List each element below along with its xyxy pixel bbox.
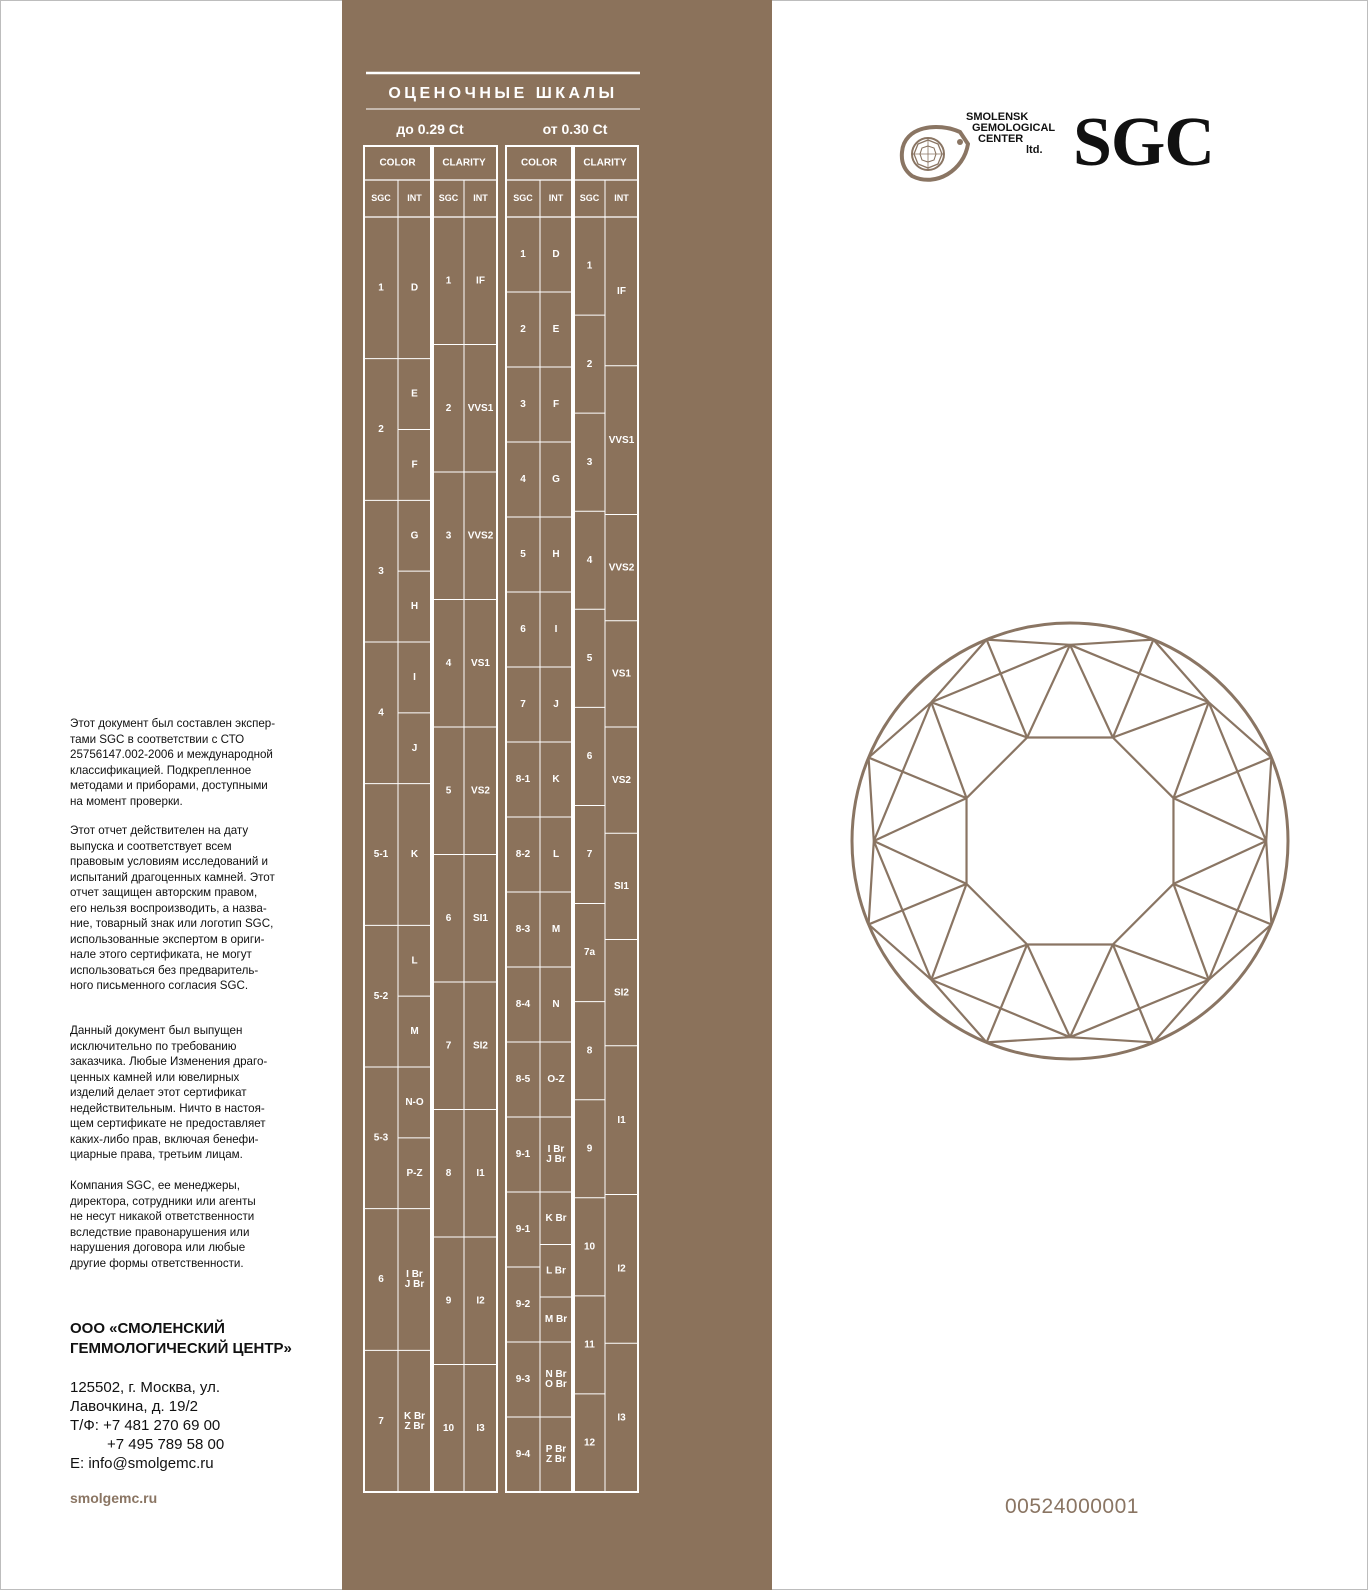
diamond-facet-line [869, 924, 932, 979]
small-scale-cell: 2 [445, 402, 452, 414]
diamond-facet-line [1173, 884, 1271, 925]
large-scale-cell: VVS2 [608, 562, 635, 574]
scales-tables [364, 146, 638, 1492]
large-scale-cell: Z Br [546, 1454, 566, 1466]
disclaimer-paragraph-2: Этот отчет действителен на дату выпуска и соответствует всем правовым условиям исследований и испытаний драгоценных камней. Этот отчет защищен авторским правом, его нельзя воспроизводить, а назва- ние, товарный знак или логотип SGC, использованные экспертом в ориги- нале этого сертификата, не могут использоваться без предваритель- ного письменного согласия SGC. [70, 824, 275, 992]
small-scale-cell: 4 [378, 707, 384, 719]
grading-scales [342, 0, 772, 1590]
logo-gem-icon [898, 114, 970, 190]
diamond-facet-line [987, 1037, 1070, 1042]
left-column [0, 0, 342, 1590]
small-scale-cell: 8 [445, 1167, 452, 1179]
diamond-facet-line [931, 702, 966, 798]
small-scale-cell: 10 [442, 1422, 455, 1434]
diamond-facet-line [1173, 702, 1208, 798]
diamond-facet-line [1153, 640, 1208, 703]
large-scale-cell: G [552, 474, 560, 486]
small-scale-cell: D [410, 282, 419, 294]
small-scale-cell: SI1 [472, 912, 489, 924]
phone-1: Т/Ф: +7 481 270 69 00 [70, 1417, 221, 1434]
small-scale-cell: I1 [476, 1167, 485, 1179]
large-scale-cell: I [554, 624, 558, 636]
disclaimer-paragraph-3: Данный документ был выпущен исключительно по требованию заказчика. Любые Изменения драго- ценных камней или ювелирных изделий делает этот сертификат недействительным. Ничто в настоя- щем сертификате не предоставляет каких-либо прав, включая бенефи- циарные права, третьим лицам. [70, 1024, 268, 1161]
large-scale-cell: I3 [617, 1412, 626, 1424]
small-scale-cell: M [410, 1026, 419, 1038]
small-scale-clarity-box [433, 146, 497, 1492]
large-scale-cell: 11 [584, 1339, 595, 1351]
diamond-facet-line [1113, 702, 1209, 737]
diamond-facet-line [1173, 884, 1208, 980]
large-scale-cell: VS2 [612, 774, 631, 786]
large-scale-cell: P Br [545, 1444, 567, 1456]
large-scale-cell: VVS1 [608, 434, 635, 446]
small-scale-cell: 3 [445, 530, 452, 542]
large-scale-clarity-box [574, 146, 638, 1492]
large-scale-cell: O-Z [547, 1074, 565, 1086]
large-scale-subheader: SGC [513, 192, 533, 203]
certificate-title: СЕРТИФИКАТ СООТВЕТСТВИЯ БРИЛЛИАНТА [1055, 422, 1086, 1168]
diamond-facet-line [869, 702, 932, 757]
diamond-facet-line [1266, 841, 1271, 924]
diamond-facet-line [1266, 758, 1271, 841]
scales-title: ОЦЕНОЧНЫЕ ШКАЛЫ [388, 85, 618, 102]
large-scale-cell: I Br [547, 1144, 565, 1156]
large-scale-cell: 8-2 [515, 849, 531, 861]
small-scale-cell: 4 [445, 657, 452, 669]
address-line-2: Лавочкина, д. 19/2 [70, 1398, 198, 1415]
small-scale-cell: I2 [476, 1295, 485, 1307]
small-scale-cell: F [411, 459, 418, 471]
disclaimer-paragraph-1: Этот документ был составлен экспер- тами SGC в соответствии с СТО 25756147.002-2006 и международной классификацией. Подкрепленное методами и приборами, доступными на момент проверки. [70, 717, 276, 808]
logo-line-ltd: ltd. [1026, 144, 1043, 156]
diamond-facet-line [987, 640, 1070, 645]
diamond-facet-line [987, 944, 1028, 1042]
small-scale-cell: VS2 [471, 785, 490, 797]
diamond-facet-line [931, 980, 986, 1043]
diamond-facet-line [1070, 1037, 1153, 1042]
small-scale-cell: G [410, 530, 419, 542]
large-scale-cell: I2 [617, 1263, 626, 1275]
small-scale-cell: 3 [378, 565, 384, 577]
serial-number: 00524000001 [1005, 1495, 1139, 1518]
large-scale-clarity-header: CLARITY [583, 157, 627, 169]
small-scale-subheader: SGC [438, 192, 459, 203]
phone-2: +7 495 789 58 00 [107, 1436, 225, 1453]
large-scale-cell: 4 [586, 554, 593, 566]
small-scale-cell: L [411, 955, 418, 967]
small-scale-subheader: INT [407, 192, 422, 203]
company-address [70, 1378, 330, 1473]
diamond-facet-line [931, 640, 986, 703]
small-scale-cell: 7 [378, 1415, 384, 1427]
large-scale-color-header: COLOR [520, 157, 558, 169]
small-scale-clarity-header: CLARITY [442, 157, 486, 169]
large-scale-cell: 10 [583, 1241, 596, 1253]
diamond-facet-line [1113, 944, 1209, 979]
large-scale-cell: 8-1 [515, 774, 531, 786]
large-scale-cell: 8-5 [515, 1074, 531, 1086]
large-scale-cell: 3 [586, 456, 593, 468]
small-scale-cell: K [410, 849, 419, 861]
large-scale-cell: H [552, 549, 560, 561]
large-scale-cell: 4 [520, 474, 526, 486]
email: E: info@smolgemc.ru [70, 1455, 214, 1472]
small-scale-cell: H [410, 601, 419, 613]
large-scale-cell: SI2 [613, 987, 630, 999]
small-scale-cell: VVS2 [467, 530, 494, 542]
small-scale-cell: 5 [445, 785, 452, 797]
small-scale-cell: 5-1 [373, 849, 389, 861]
logo-line-smolensk: SMOLENSK [966, 111, 1029, 123]
large-scale-cell: K [552, 774, 560, 786]
diamond-table [967, 738, 1174, 945]
small-scale-subheader: INT [473, 192, 488, 203]
small-scale-cell: 1 [445, 275, 452, 287]
large-scale-cell: 1 [586, 260, 593, 272]
large-scale-cell: 7 [586, 849, 593, 861]
brand-logo-text: SGC [1073, 104, 1214, 181]
small-scale-subheader: SGC [371, 192, 391, 203]
small-scale-cell: I [413, 672, 416, 684]
small-scale-cell: 9 [445, 1295, 452, 1307]
diamond-facet-line [987, 640, 1028, 738]
website-link[interactable]: smolgemc.ru [70, 1490, 158, 1506]
diamond-facet-line [869, 841, 874, 924]
diamond-facet-line [1209, 924, 1272, 979]
small-scale-cell: Z Br [404, 1420, 425, 1432]
address-line-1: 125502, г. Москва, ул. [70, 1379, 220, 1396]
small-scale-cell: VVS1 [467, 402, 494, 414]
large-scale-cell: F [552, 399, 560, 411]
small-scale-cell: J Br [404, 1279, 425, 1291]
large-scale-subheader: INT [548, 192, 564, 203]
logo-wordmark [966, 112, 1055, 156]
diamond-diagram [845, 616, 1295, 1066]
large-scale-cell: E [552, 324, 560, 336]
diamond-facet-line [1113, 944, 1154, 1042]
large-scale-cell: M [551, 924, 561, 936]
large-stones-heading: от 0.30 Ct [542, 121, 608, 137]
small-scale-cell: I Br [406, 1269, 423, 1281]
large-scale-cell: 8-4 [515, 999, 531, 1011]
large-scale-cell: J [553, 699, 559, 711]
diamond-facet-line [1209, 702, 1272, 757]
diamond-facet-line [1153, 980, 1208, 1043]
large-scale-cell: 3 [520, 399, 526, 411]
large-scale-cell: 5 [520, 549, 526, 561]
large-scale-cell: VS1 [612, 668, 631, 680]
large-scale-cell: 7a [583, 947, 596, 959]
large-scale-cell: 5 [586, 652, 593, 664]
large-scale-color-box [506, 146, 572, 1492]
small-scale-cell: 7 [445, 1040, 452, 1052]
diamond-facet-line [1173, 758, 1271, 799]
small-scale-cell: J [411, 742, 418, 754]
diamond-facet-line [931, 702, 1027, 737]
large-scale-cell: SI1 [613, 881, 630, 893]
small-scale-cell: 1 [378, 282, 384, 294]
small-scale-cell: 6 [445, 912, 452, 924]
large-scale-cell: 9 [586, 1143, 593, 1155]
small-scale-cell: 5-3 [373, 1132, 389, 1144]
small-scale-cell: 5-2 [373, 990, 389, 1002]
large-scale-cell: N [552, 999, 560, 1011]
small-scale-cell: 2 [378, 424, 384, 436]
company-name: ООО «СМОЛЕНСКИЙ ГЕММОЛОГИЧЕСКИЙ ЦЕНТР» [70, 1320, 292, 1357]
large-scale-cell: N Br [545, 1369, 567, 1381]
large-scale-cell: 9-2 [515, 1299, 531, 1311]
large-scale-cell: 6 [586, 751, 593, 763]
large-scale-cell: 9-1 [515, 1224, 531, 1236]
small-scale-cell: E [411, 388, 418, 400]
small-scale-cell: I3 [476, 1422, 485, 1434]
large-scale-cell: O Br [545, 1379, 567, 1391]
large-scale-cell: 1 [520, 249, 526, 261]
diamond-facet-line [931, 944, 1027, 979]
large-scale-subheader: SGC [579, 192, 600, 203]
diamond-facet-line [1070, 640, 1153, 645]
large-scale-cell: 8 [586, 1045, 593, 1057]
large-scale-cell: J Br [546, 1154, 566, 1166]
large-scale-cell: I1 [617, 1114, 626, 1126]
large-scale-cell: 6 [520, 624, 526, 636]
large-scale-subheader: INT [614, 192, 629, 203]
small-scale-cell: SI2 [472, 1040, 489, 1052]
diamond-facet-line [869, 884, 967, 925]
large-scale-cell: 2 [520, 324, 526, 336]
large-scale-cell: IF [617, 286, 626, 298]
logo-line-center: CENTER [978, 133, 1024, 145]
small-stones-heading: до 0.29 Ct [396, 121, 464, 137]
large-scale-cell: 7 [520, 699, 526, 711]
large-scale-cell: K Br [545, 1212, 567, 1224]
small-scale-color-header: COLOR [379, 157, 416, 169]
large-scale-cell: 9-3 [515, 1374, 531, 1386]
disclaimer-paragraph-4: Компания SGC, ее менеджеры, директора, сотрудники или агенты не несут никакой ответственности вследствие правонарушения или нарушения договора или любые другие формы ответственности. [70, 1179, 256, 1270]
small-scale-cell: 6 [378, 1274, 384, 1286]
small-scale-cell: P-Z [406, 1167, 423, 1179]
large-scale-cell: M Br [544, 1314, 568, 1326]
small-scale-cell: IF [476, 275, 485, 287]
diamond-facet-line [931, 884, 966, 980]
diamond-girdle [852, 623, 1288, 1059]
diamond-facet-line [869, 758, 874, 841]
logo-line-gemological: GEMOLOGICAL [972, 122, 1056, 134]
small-scale-cell: K Br [403, 1410, 426, 1422]
large-scale-cell: L Br [546, 1265, 566, 1277]
large-scale-cell: 2 [586, 358, 593, 370]
diamond-facet-line [1113, 640, 1154, 738]
diamond-facet-line [869, 758, 967, 799]
large-scale-cell: L [552, 849, 560, 861]
small-scale-cell: N-O [405, 1097, 424, 1109]
small-scale-cell: VS1 [471, 657, 490, 669]
large-scale-cell: 8-3 [515, 924, 531, 936]
large-scale-cell: D [552, 249, 560, 261]
large-scale-cell: 12 [583, 1437, 596, 1449]
large-scale-cell: 9-1 [515, 1149, 531, 1161]
large-scale-cell: 9-4 [515, 1449, 531, 1461]
